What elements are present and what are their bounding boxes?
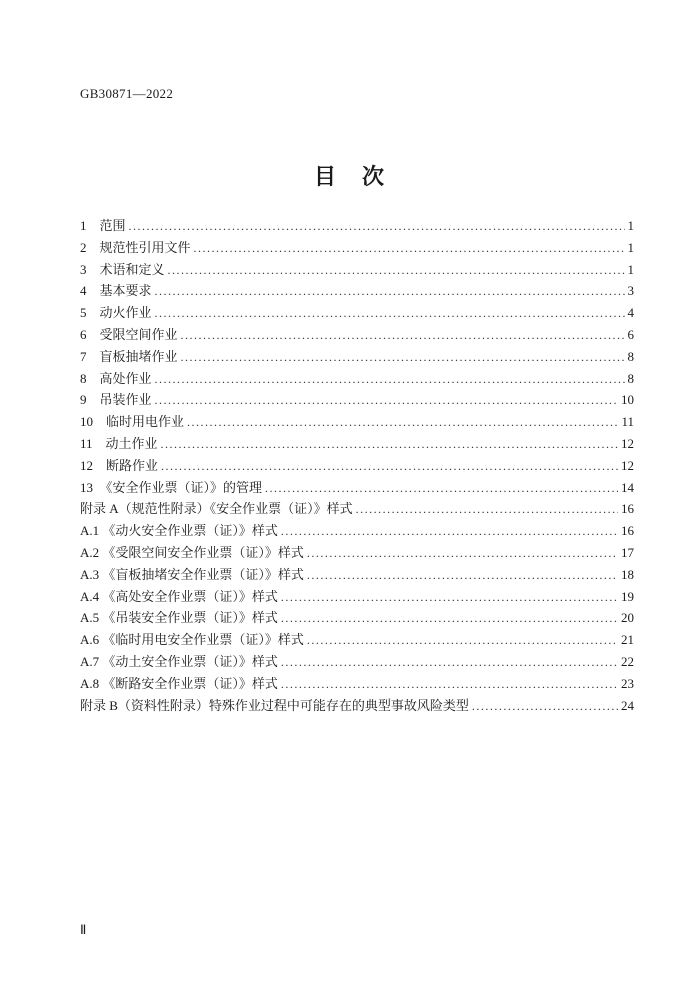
- toc-row: [80, 455, 634, 477]
- toc-entry-page: 11: [621, 414, 634, 430]
- toc-row: [80, 346, 634, 368]
- toc-entry-label: 10 临时用电作业: [80, 414, 185, 430]
- toc-entry-page: 20: [621, 610, 634, 626]
- toc-entry-page: 8: [627, 348, 634, 364]
- toc-entry-page: 24: [621, 697, 634, 713]
- toc-row: [80, 695, 634, 717]
- toc-entry-label: 3 术语和定义: [80, 261, 165, 277]
- toc-row: [80, 237, 634, 259]
- toc-entry-label: 2 规范性引用文件: [80, 239, 191, 255]
- toc-entry-label: A.5 《吊装安全作业票（证）》样式: [80, 610, 278, 626]
- toc-entry-page: 4: [627, 305, 634, 321]
- toc-leader-dots: [187, 411, 618, 434]
- standard-number: GB30871—2022: [80, 86, 174, 101]
- toc-leader-dots: [307, 629, 618, 652]
- toc-leader-dots: [155, 389, 618, 412]
- toc-entry-page: 23: [621, 675, 634, 691]
- toc-row: [80, 280, 634, 302]
- toc-entry-page: 18: [621, 566, 634, 582]
- toc-row: [80, 389, 634, 411]
- toc-row: [80, 324, 634, 346]
- toc-entry-label: 5 动火作业: [80, 305, 152, 321]
- toc-leader-dots: [194, 237, 625, 260]
- toc-entry-label: 4 基本要求: [80, 283, 152, 299]
- toc-entry-label: A.4 《高处安全作业票（证）》样式: [80, 588, 278, 604]
- toc-entry-label: 13 《安全作业票（证）》的管理: [80, 479, 263, 495]
- toc-leader-dots: [129, 215, 625, 238]
- toc-entry-label: A.2 《受限空间安全作业票（证）》样式: [80, 544, 304, 560]
- toc-entry-label: 8 高处作业: [80, 370, 152, 386]
- toc-entry-label: 6 受限空间作业: [80, 326, 178, 342]
- toc-row: [80, 607, 634, 629]
- toc-entry-page: 16: [621, 501, 634, 517]
- toc-entry-page: 1: [627, 218, 634, 233]
- toc-leader-dots: [168, 259, 625, 282]
- toc-entry-label: A.6 《临时用电安全作业票（证）》样式: [80, 632, 304, 648]
- toc-entry-page: 21: [621, 632, 634, 648]
- toc-row: [80, 629, 634, 651]
- toc-row: [80, 651, 634, 673]
- toc-entry-page: 10: [621, 392, 634, 408]
- toc-leader-dots: [472, 695, 618, 718]
- toc-entry-page: 12: [621, 435, 634, 451]
- toc-row: [80, 564, 634, 586]
- toc-entry-page: 1: [627, 261, 634, 277]
- toc-entry-label: 附录 B（资料性附录）特殊作业过程中可能存在的典型事故风险类型: [80, 697, 469, 713]
- toc-entry-label: A.8 《断路安全作业票（证）》样式: [80, 675, 278, 691]
- toc-row: [80, 259, 634, 281]
- toc-leader-dots: [265, 477, 618, 500]
- toc-entry-page: 6: [627, 326, 634, 342]
- toc-row: [80, 411, 634, 433]
- toc-leader-dots: [281, 520, 618, 543]
- toc-row: [80, 433, 634, 455]
- toc-leader-dots: [155, 302, 625, 325]
- toc-entry-page: 8: [627, 370, 634, 386]
- toc-row: [80, 542, 634, 564]
- toc-entry-label: 9 吊装作业: [80, 392, 152, 408]
- toc-entry-label: 11 动土作业: [80, 435, 158, 451]
- toc-entry-label: A.7 《动土安全作业票（证）》样式: [80, 653, 278, 669]
- toc-leader-dots: [281, 673, 618, 696]
- toc-row: [80, 477, 634, 499]
- toc-row: [80, 215, 634, 237]
- toc-entry-page: 3: [627, 283, 634, 299]
- toc-leader-dots: [155, 280, 625, 303]
- toc-entry-page: 17: [621, 544, 634, 560]
- toc-leader-dots: [161, 455, 618, 478]
- toc-row: [80, 302, 634, 324]
- toc-leader-dots: [281, 586, 618, 609]
- toc-leader-dots: [356, 498, 618, 521]
- toc-entry-label: 1 范围: [80, 218, 126, 233]
- toc-entry-page: 12: [621, 457, 634, 473]
- toc-row: [80, 586, 634, 608]
- toc-entry-label: 附录 A（规范性附录）《安全作业票（证）》样式: [80, 501, 353, 517]
- toc-leader-dots: [161, 433, 618, 456]
- toc-entry-page: 22: [621, 653, 634, 669]
- toc-entry-page: 14: [621, 479, 634, 495]
- toc-entry-label: 7 盲板抽堵作业: [80, 348, 178, 364]
- toc-title: 目 次: [313, 164, 386, 189]
- toc-entry-page: 1: [627, 239, 634, 255]
- toc-entry-label: 12 断路作业: [80, 457, 159, 473]
- toc-row: [80, 368, 634, 390]
- toc-leader-dots: [307, 542, 618, 565]
- toc-entry-page: 19: [621, 588, 634, 604]
- toc-leader-dots: [281, 651, 618, 674]
- toc-leader-dots: [307, 564, 618, 587]
- toc-leader-dots: [155, 368, 625, 391]
- toc-entry-label: A.1 《动火安全作业票（证）》样式: [80, 523, 278, 539]
- toc-leader-dots: [181, 346, 625, 369]
- toc-list: [80, 215, 634, 716]
- toc-row: [80, 520, 634, 542]
- toc-row: [80, 673, 634, 695]
- footer-page-number: Ⅱ: [80, 922, 87, 937]
- toc-leader-dots: [181, 324, 625, 347]
- toc-leader-dots: [281, 607, 618, 630]
- toc-entry-page: 16: [621, 523, 634, 539]
- toc-row: [80, 498, 634, 520]
- toc-entry-label: A.3 《盲板抽堵安全作业票（证）》样式: [80, 566, 304, 582]
